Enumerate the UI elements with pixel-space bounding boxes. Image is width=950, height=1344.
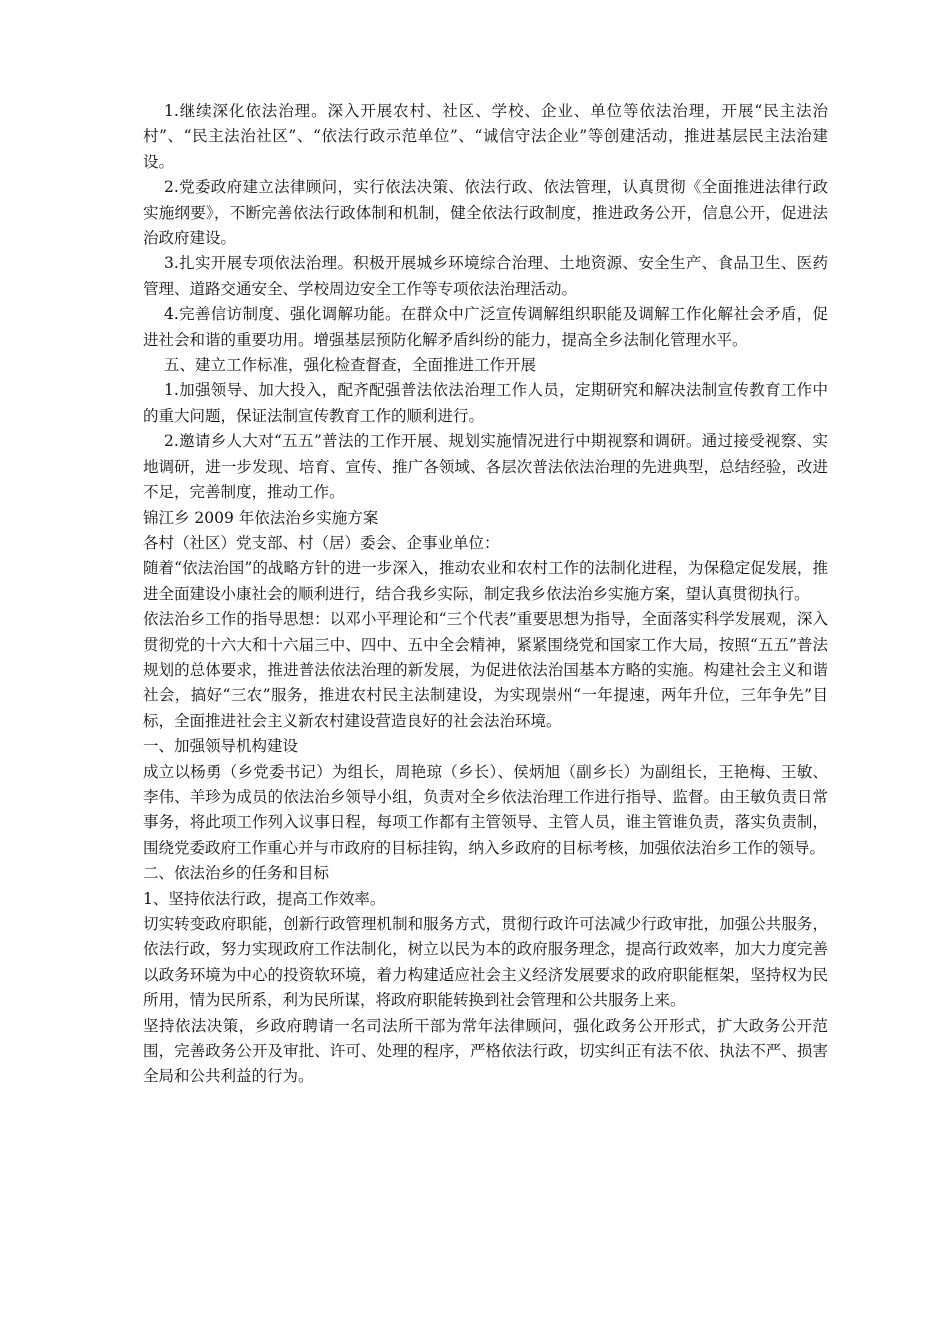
decision-paragraph: 坚持依法决策，乡政府聘请一名司法所干部为常年法律顾问，强化政务公开形式，扩大政务公开范围，完善政务公开及审批、许可、处理的程序，严格依法行政，切实纠正有法不依、执法不严、损害全局和公共利益的行为。 [143, 1016, 828, 1086]
leadership-paragraph: 成立以杨勇（乡党委书记）为组长，周艳琼（乡长）、侯炳旭（副乡长）为副组长，王艳梅、王敏、李伟、羊珍为成员的依法治乡领导小组，负责对全乡依法治理工作进行指导、监督。由王敏负责日常事务，将此项工作列入议事日程，每项工作都有主管领导、主管人员，谁主管谁负责，落实负责制，围绕党委政府工作重心并与市政府的目标挂钩，纳入乡政府的目标考核，加强依法治乡工作的领导。 [143, 762, 828, 857]
section-heading-5: 五、建立工作标准，强化检查督查，全面推进工作开展 [164, 356, 537, 375]
intro-paragraph: 随着“依法治国”的战略方针的进一步深入，推动农业和农村工作的法制化进程，为保稳定促发展，推进全面建设小康社会的顺利进行，结合我乡实际，制定我乡依法治乡实施方案，望认真贯彻执行。 [143, 559, 828, 603]
paragraph-4: 4.完善信访制度、强化调解功能。在群众中广泛宣传调解组织职能及调解工作化解社会矛盾，促进社会和谐的重要功用。增强基层预防化解矛盾纠纷的能力，提高全乡法制化管理水平。 [143, 305, 828, 349]
administration-paragraph: 切实转变政府职能，创新行政管理机制和服务方式，贯彻行政许可法减少行政审批，加强公共服务，依法行政，努力实现政府工作法制化，树立以民为本的政府服务理念，提高行政效率，加大力度完善以政务环境为中心的投资软环境，着力构建适应社会主义经济发展要求的政府职能框架，坚持权为民所用，情为民所系，利为民所谋，将政府职能转换到社会管理和公共服务上来。 [143, 915, 828, 1010]
addressee: 各村（社区）党支部、村（居）委会、企事业单位： [143, 533, 500, 552]
paragraph-3: 3.扎实开展专项依法治理。积极开展城乡环境综合治理、土地资源、安全生产、食品卫生、医药管理、道路交通安全、学校周边安全工作等专项依法治理活动。 [143, 254, 828, 298]
document-page [143, 99, 828, 1090]
paragraph-6: 1.加强领导、加大投入，配齐配强普法依法治理工作人员，定期研究和解决法制宣传教育工作中的重大问题，保证法制宣传教育工作的顺利进行。 [143, 381, 828, 425]
subsection-heading-1: 1、坚持依法行政，提高工作效率。 [143, 889, 386, 908]
guiding-principle-paragraph: 依法治乡工作的指导思想：以邓小平理论和“三个代表”重要思想为指导，全面落实科学发展观，深入贯彻党的十六大和十六届三中、四中、五中全会精神，紧紧围绕党和国家工作大局，按照“五五”普法规划的总体要求，推进普法依法治理的新发展，为促进依法治国基本方略的实施。构建社会主义和谐社会，搞好“三农”服务，推进农村民主法制建设，为实现崇州“一年提速，两年升位，三年争先”目标，全面推进社会主义新农村建设营造良好的社会法治环境。 [143, 610, 828, 730]
paragraph-2: 2.党委政府建立法律顾问，实行依法决策、依法行政、依法管理，认真贯彻《全面推进法律行政实施纲要》，不断完善依法行政体制和机制，健全依法行政制度，推进政务公开，信息公开，促进法治政府建设。 [143, 178, 828, 248]
section-heading-2: 二、依法治乡的任务和目标 [143, 864, 330, 883]
paragraph-1: 1.继续深化依法治理。深入开展农村、社区、学校、企业、单位等依法治理，开展“民主法治村”、“民主法治社区”、“依法行政示范单位”、“诚信守法企业”等创建活动，推进基层民主法治建设。 [143, 102, 828, 171]
section-heading-1: 一、加强领导机构建设 [143, 737, 299, 756]
paragraph-7: 2.邀请乡人大对“五五”普法的工作开展、规划实施情况进行中期视察和调研。通过接受视察、实地调研，进一步发现、培育、宣传、推广各领域、各层次普法依法治理的先进典型，总结经验，改进不足，完善制度，推动工作。 [143, 432, 828, 502]
document-title: 锦江乡 2009 年依法治乡实施方案 [143, 508, 379, 527]
